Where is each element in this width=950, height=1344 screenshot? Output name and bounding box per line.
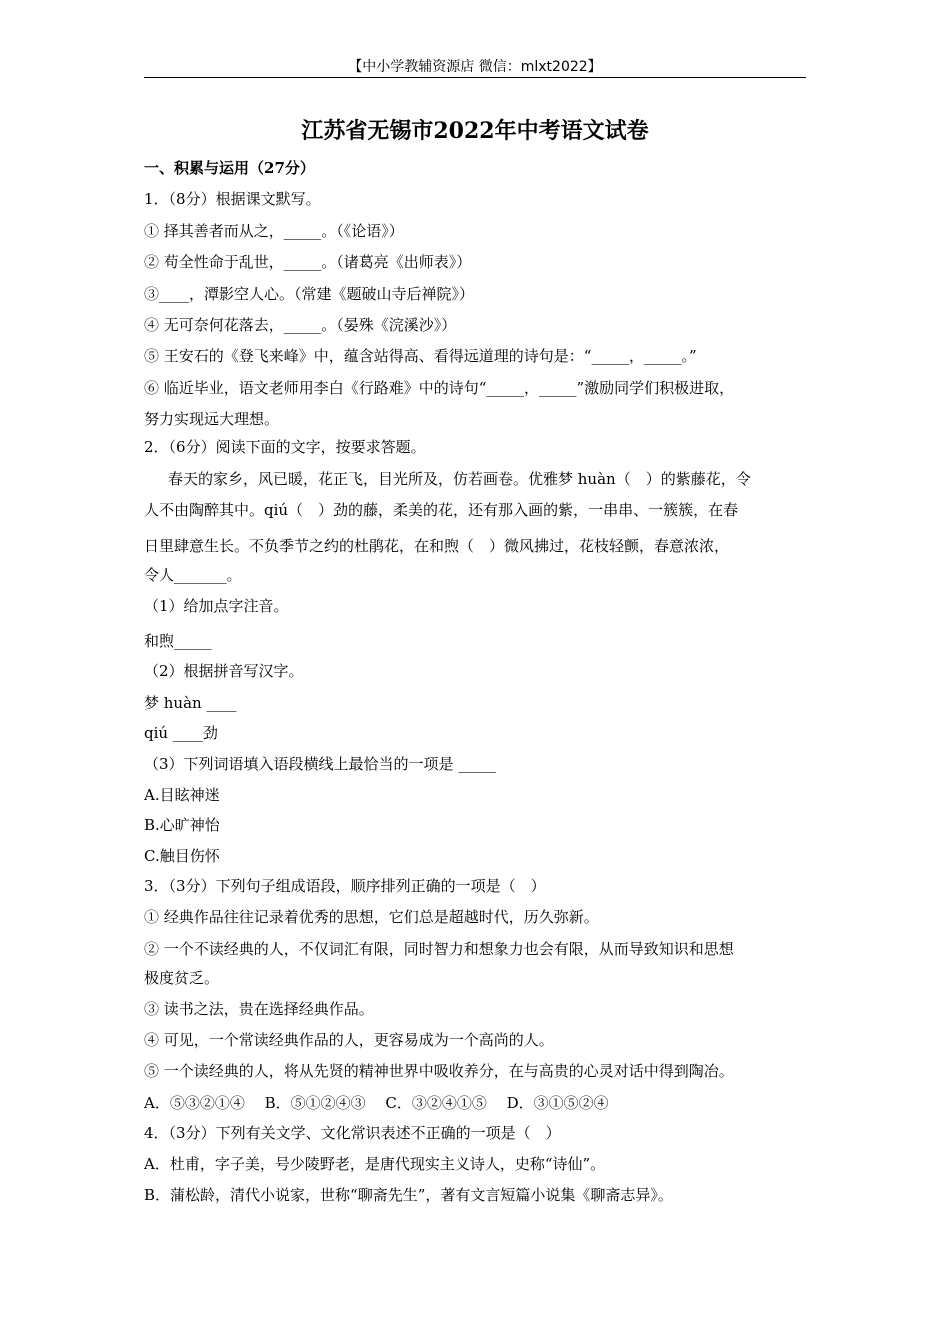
q1-item-2: ② 苟全性命于乱世，_____。（诸葛亮《出师表》） [144,253,472,271]
q4-option-b: B．蒲松龄，清代小说家，世称“聊斋先生”，著有文言短篇小说集《聊斋志异》。 [144,1186,673,1204]
header-rule [144,77,806,78]
q2-option-a: A.目眩神迷 [144,786,220,804]
q1-item-4: ④ 无可奈何花落去，_____。（晏殊《浣溪沙》） [144,316,457,334]
question-3: 3．（3分）下列句子组成语段，顺序排列正确的一项是（ ） [144,877,546,895]
q3-sentence-1: ① 经典作品往往记录着优秀的思想，它们总是超越时代，历久弥新。 [144,908,599,926]
q1-item-1: ① 择其善者而从之，_____。（《论语》） [144,222,404,240]
question-2: 2．（6分）阅读下面的文字，按要求答题。 [144,438,426,456]
q1-item-3: ③____，潭影空人心。（常建《题破山寺后禅院》） [144,285,475,303]
q3-options: A．⑤③②①④ B．⑤①②④③ C．③②④①⑤ D．③①⑤②④ [144,1094,609,1112]
q2-option-c: C.触目伤怀 [144,847,220,865]
q3-sentence-2-cont: 极度贫乏。 [144,969,220,987]
q2-option-b: B.心旷神怡 [144,816,220,834]
question-4: 4．（3分）下列有关文学、文化常识表述不正确的一项是（ ） [144,1124,561,1142]
q1-item-6: ⑥ 临近毕业，语文老师用李白《行路难》中的诗句“_____，_____”激励同学们积极进取， [144,379,735,397]
q3-sentence-4: ④ 可见，一个常读经典作品的人，更容易成为一个高尚的人。 [144,1031,554,1049]
q1-item-5: ⑤ 王安石的《登飞来峰》中，蕴含站得高、看得远道理的诗句是：“_____，_____。” [144,347,697,365]
q1-item-6-cont: 努力实现远大理想。 [144,410,280,428]
q2-sub-3: （3）下列词语填入语段横线上最恰当的一项是 _____ [144,755,496,773]
passage-line-2: 人不由陶醉其中。qiú（ ）劲的藤，柔美的花，还有那入画的紫，一串串、一簇簇，在春 [144,501,739,519]
q4-option-a: A．杜甫，字子美，号少陵野老，是唐代现实主义诗人，史称“诗仙”。 [144,1155,606,1173]
passage-line-1: 春天的家乡，风已暖，花正飞，目光所及，仿若画卷。优雅梦 huàn（ ）的紫藤花，令 [168,470,751,488]
page-header: 【中小学教辅资源店 微信：mlxt2022】 [348,59,602,75]
page-title: 江苏省无锡市2022年中考语文试卷 [301,118,649,144]
q2-sub-1: （1）给加点字注音。 [144,597,289,615]
q2-sub-1-answer: 和煦_____ [144,632,212,650]
q3-sentence-2: ② 一个不读经典的人，不仅词汇有限，同时智力和想象力也会有限，从而导致知识和思想 [144,940,734,958]
q2-sub-2-answer-1: 梦 huàn ____ [144,694,237,712]
question-1: 1．（8分）根据课文默写。 [144,190,321,208]
q3-sentence-5: ⑤ 一个读经典的人，将从先贤的精神世界中吸收养分，在与高贵的心灵对话中得到陶冶。 [144,1062,734,1080]
section-heading: 一、积累与运用（27分） [144,159,315,177]
q2-sub-2-answer-2: qiú ____劲 [144,724,218,742]
passage-line-4: 令人_______。 [144,566,242,584]
passage-line-3: 日里肆意生长。不负季节之约的杜鹃花，在和煦（ ）微风拂过，花枝轻颤，春意浓浓， [144,537,730,555]
q3-sentence-3: ③ 读书之法，贵在选择经典作品。 [144,1000,374,1018]
q2-sub-2: （2）根据拼音写汉字。 [144,662,304,680]
